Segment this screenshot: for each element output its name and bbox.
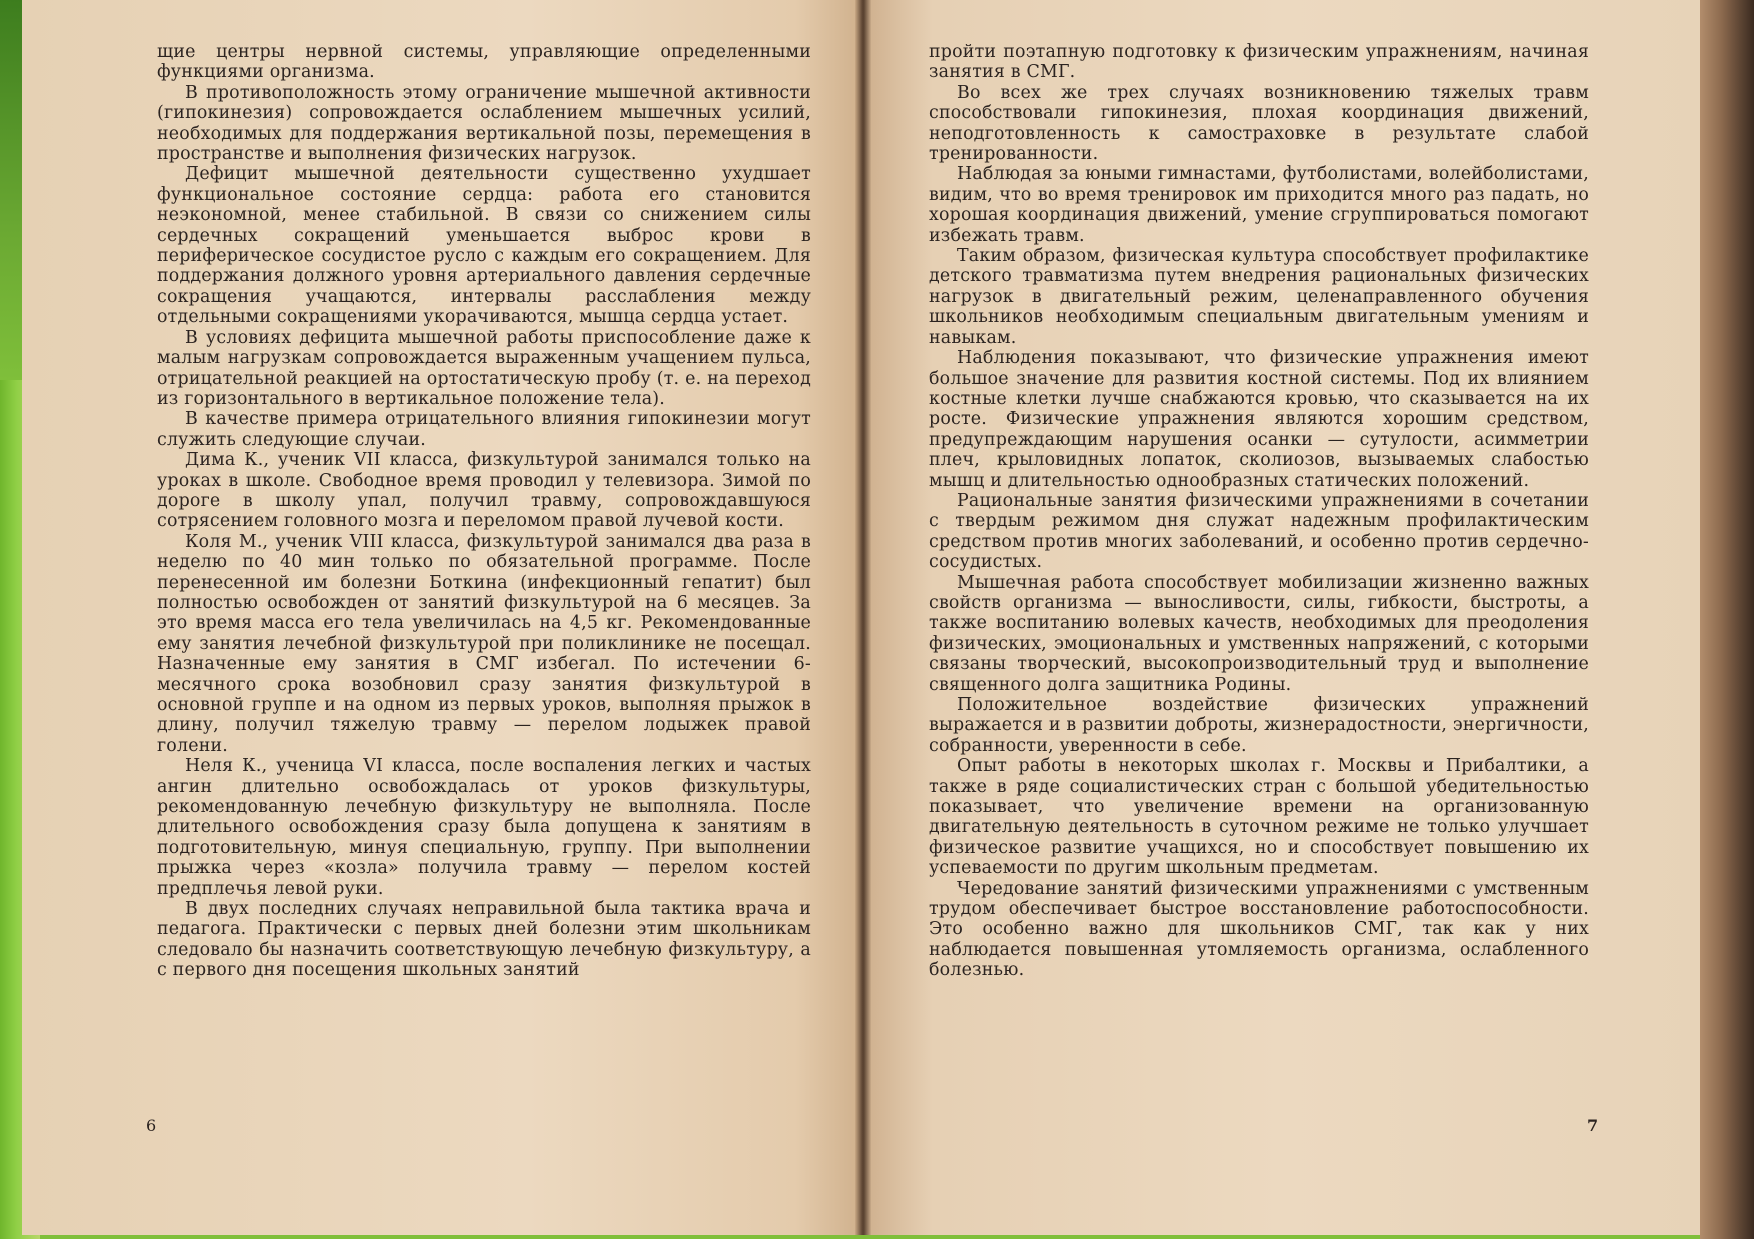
paragraph: щие центры нервной системы, управляющие определенными функциями организма. — [157, 42, 811, 83]
paragraph: Чередование занятий физическими упражнениями с умственным трудом обеспечивает быстрое восстановление работоспособности. Это особенно важно для школьников СМГ, так как у них наблюдается повышенная утомляемость организма, ослабленного болезнью. — [929, 878, 1589, 981]
paragraph: В противоположность этому ограничение мышечной активности (гипокинезия) сопровождается ослаблением мышечных усилий, необходимых для поддержания вертикальной позы, перемещения в пространстве и выполнения физических нагрузок. — [157, 82, 811, 165]
paragraph: Таким образом, физическая культура способствует профилактике детского травматизма путем внедрения рациональных физических нагрузок в двигательный режим, целенаправленного обучения школьников необходимым специальным двигательным умениям и навыкам. — [929, 246, 1589, 348]
paragraph: пройти поэтапную подготовку к физическим упражнениям, начиная занятия в СМГ. — [929, 42, 1589, 83]
paragraph: В качестве примера отрицательного влияния гипокинезии могут служить следующие случаи. — [157, 409, 811, 450]
paragraph: Наблюдая за юными гимнастами, футболистами, волейболистами, видим, что во время тренировок им приходится много раз падать, но хорошая координация движений, умение сгруппироваться помогают избежать травм. — [929, 164, 1589, 246]
left-page-text — [157, 42, 811, 981]
page-number-right: 7 — [1587, 1116, 1599, 1135]
paragraph: Рациональные занятия физическими упражнениями в сочетании с твердым режимом дня служат надежным профилактическим средством против многих заболеваний, и особенно против сердечно-сосудистых. — [929, 490, 1589, 573]
paragraph: В условиях дефицита мышечной работы приспособление даже к малым нагрузкам сопровождается выраженным учащением пульса, отрицательной реакцией на ортостатическую пробу (т. е. на переход из горизонтального в вертикальное положение тела). — [157, 327, 811, 409]
paragraph: Дефицит мышечной деятельности существенно ухудшает функциональное состояние сердца: работа его становится неэкономной, менее стабильной. В связи со снижением силы сердечных сокращений уменьшается выброс крови в периферическое сосудистое русло с каждым его сокращением. Для поддержания должного уровня артериального давления сердечные сокращения учащаются, интервалы расслабления между отдельными сокращениями укорачиваются, мышца сердца устает. — [157, 164, 811, 328]
paragraph: Положительное воздействие физических упражнений выражается и в развитии доброты, жизнерадостности, энергичности, собранности, уверенности в себе. — [929, 695, 1589, 756]
paragraph: Дима К., ученик VII класса, физкультурой занимался только на уроках в школе. Свободное время проводил у телевизора. Зимой по дороге в школу упал, получил травму, сопровождавшуюся сотрясением головного мозга и переломом правой лучевой кости. — [157, 450, 811, 532]
paragraph: Наблюдения показывают, что физические упражнения имеют большое значение для развития костной системы. Под их влиянием костные клетки лучше снабжаются кровью, что сказывается на их росте. Физические упражнения являются хорошим средством, предупреждающим нарушения осанки — сутулости, асимметрии плеч, крыловидных лопаток, сколиозов, вызываемых слабостью мышц и длительностью однообразных статических положений. — [929, 348, 1589, 491]
page-number-left: 6 — [146, 1116, 157, 1135]
paragraph: Мышечная работа способствует мобилизации жизненно важных свойств организма — выносливости, силы, гибкости, быстроты, а также воспитанию волевых качеств, необходимых для преодоления физических, эмоциональных и умственных напряжений, с которыми связаны творческий, высокопроизводительный труд и выполнение священного долга защитника Родины. — [929, 572, 1589, 695]
right-page-text — [929, 42, 1589, 981]
paragraph: Коля М., ученик VIII класса, физкультурой занимался два раза в неделю по 40 мин только по обязательной программе. После перенесенной им болезни Боткина (инфекционный гепатит) был полностью освобожден от занятий физкультурой на 6 месяцев. За это время масса его тела увеличилась на 4,5 кг. Рекомендованные ему занятия лечебной физкультурой при поликлинике не посещал. Назначенные ему занятия в СМГ избегал. По истечении 6-месячного срока возобновил сразу занятия физкультурой в основной группе и на одном из первых уроков, выполняя прыжок в длину, получил тяжелую травму — перелом лодыжек правой голени. — [157, 531, 811, 756]
paragraph: Во всех же трех случаях возникновению тяжелых травм способствовали гипокинезия, плохая координация движений, неподготовленность к самостраховке в результате слабой тренированности. — [929, 82, 1589, 165]
paragraph: Неля К., ученица VI класса, после воспаления легких и частых ангин длительно освобождалась от уроков физкультуры, рекомендованную лечебную физкультуру не выполняла. После длительного освобождения сразу была допущена к занятиям в подготовительную, минуя специальную, группу. При выполнении прыжка через «козла» получила травму — перелом костей предплечья левой руки. — [157, 756, 811, 899]
book-right-edge — [1700, 0, 1754, 1239]
book-gutter — [855, 0, 871, 1235]
paragraph: Опыт работы в некоторых школах г. Москвы и Прибалтики, а также в ряде социалистических стран с большой убедительностью показывает, что увеличение времени на организованную двигательную деятельность в суточном режиме не только улучшает физическое развитие учащихся, но и способствует повышению их успеваемости по другим школьным предметам. — [929, 756, 1589, 879]
paragraph: В двух последних случаях неправильной была тактика врача и педагога. Практически с первых дней болезни этим школьникам следовало бы назначить соответствующую лечебную физкультуру, а с первого дня посещения школьных занятий — [157, 899, 811, 981]
